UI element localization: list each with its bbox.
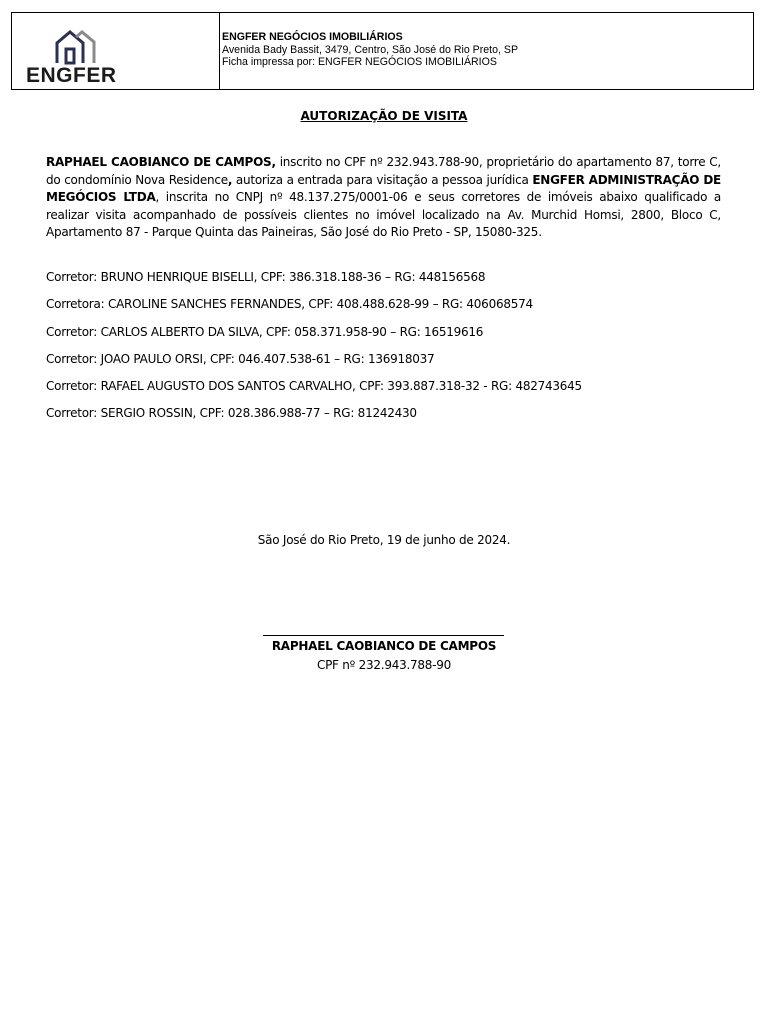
signatory-cpf: CPF nº 232.943.788-90 [316,658,452,672]
company-info [220,13,518,89]
printed-by: Ficha impressa por: ENGFER NEGÓCIOS IMOBILIÁRIOS [222,56,497,68]
company-address: Avenida Bady Bassit, 3479, Centro, São José do Rio Preto, SP [222,43,519,56]
document-header [11,12,754,90]
paragraph-part-1: inscrito no CPF nº 232.943.788-90, proprietário do apartamento 87, torre C, do condomínio Nova Residence [46,155,721,187]
date-line: São José do Rio Preto, 19 de junho de 2024. [257,533,511,547]
owner-name: RAPHAEL CAOBIANCO DE CAMPOS, [46,155,276,169]
document-title: AUTORIZAÇÃO DE VISITA [300,109,468,123]
broker-item: Corretor: RAFAEL AUGUSTO DOS SANTOS CARVALHO, CPF: 393.887.318-32 - RG: 482743645 [46,379,582,394]
broker-item: Corretor: SERGIO ROSSIN, CPF: 028.386.988-77 – RG: 81242430 [46,406,417,421]
authorization-paragraph [46,154,721,242]
broker-item: Corretor: CARLOS ALBERTO DA SILVA, CPF: 058.371.958-90 – RG: 16519616 [46,324,484,339]
logo-cell [12,13,220,89]
broker-item: Corretor: JOAO PAULO ORSI, CPF: 046.407.538-61 – RG: 136918037 [46,351,435,366]
logo-text: ENGFER [26,64,117,87]
authorized-company: ENGFER ADMINISTRAÇÃO DE MEGÓCIOS LTDA [46,172,721,204]
broker-item: Corretora: CAROLINE SANCHES FERNANDES, CPF: 408.488.628-99 – RG: 406068574 [46,297,533,312]
company-name: ENGFER NEGÓCIOS IMOBILIÁRIOS [222,31,403,43]
paragraph-part-2: autoriza a entrada para visitação a pessoa jurídica [232,172,533,187]
broker-list [46,269,746,433]
signatory-name: RAPHAEL CAOBIANCO DE CAMPOS [271,639,497,653]
paragraph-comma: , [227,172,233,187]
broker-item: Corretor: BRUNO HENRIQUE BISELLI, CPF: 386.318.188-36 – RG: 448156568 [46,270,486,284]
signature-line [263,635,504,636]
house-logo-icon [54,29,96,65]
paragraph-part-3: , inscrita no CNPJ nº 48.137.275/0001-06 e seus corretores de imóveis abaixo qualificado a realizar visita acompanhado de possíveis clientes no imóvel localizado na Av. Murchid Homsi, 2800, Bloco C, Apartamento 87 - Parque Quinta das Paineiras, São José do Rio Preto - SP, 15080-325. [46,190,722,239]
